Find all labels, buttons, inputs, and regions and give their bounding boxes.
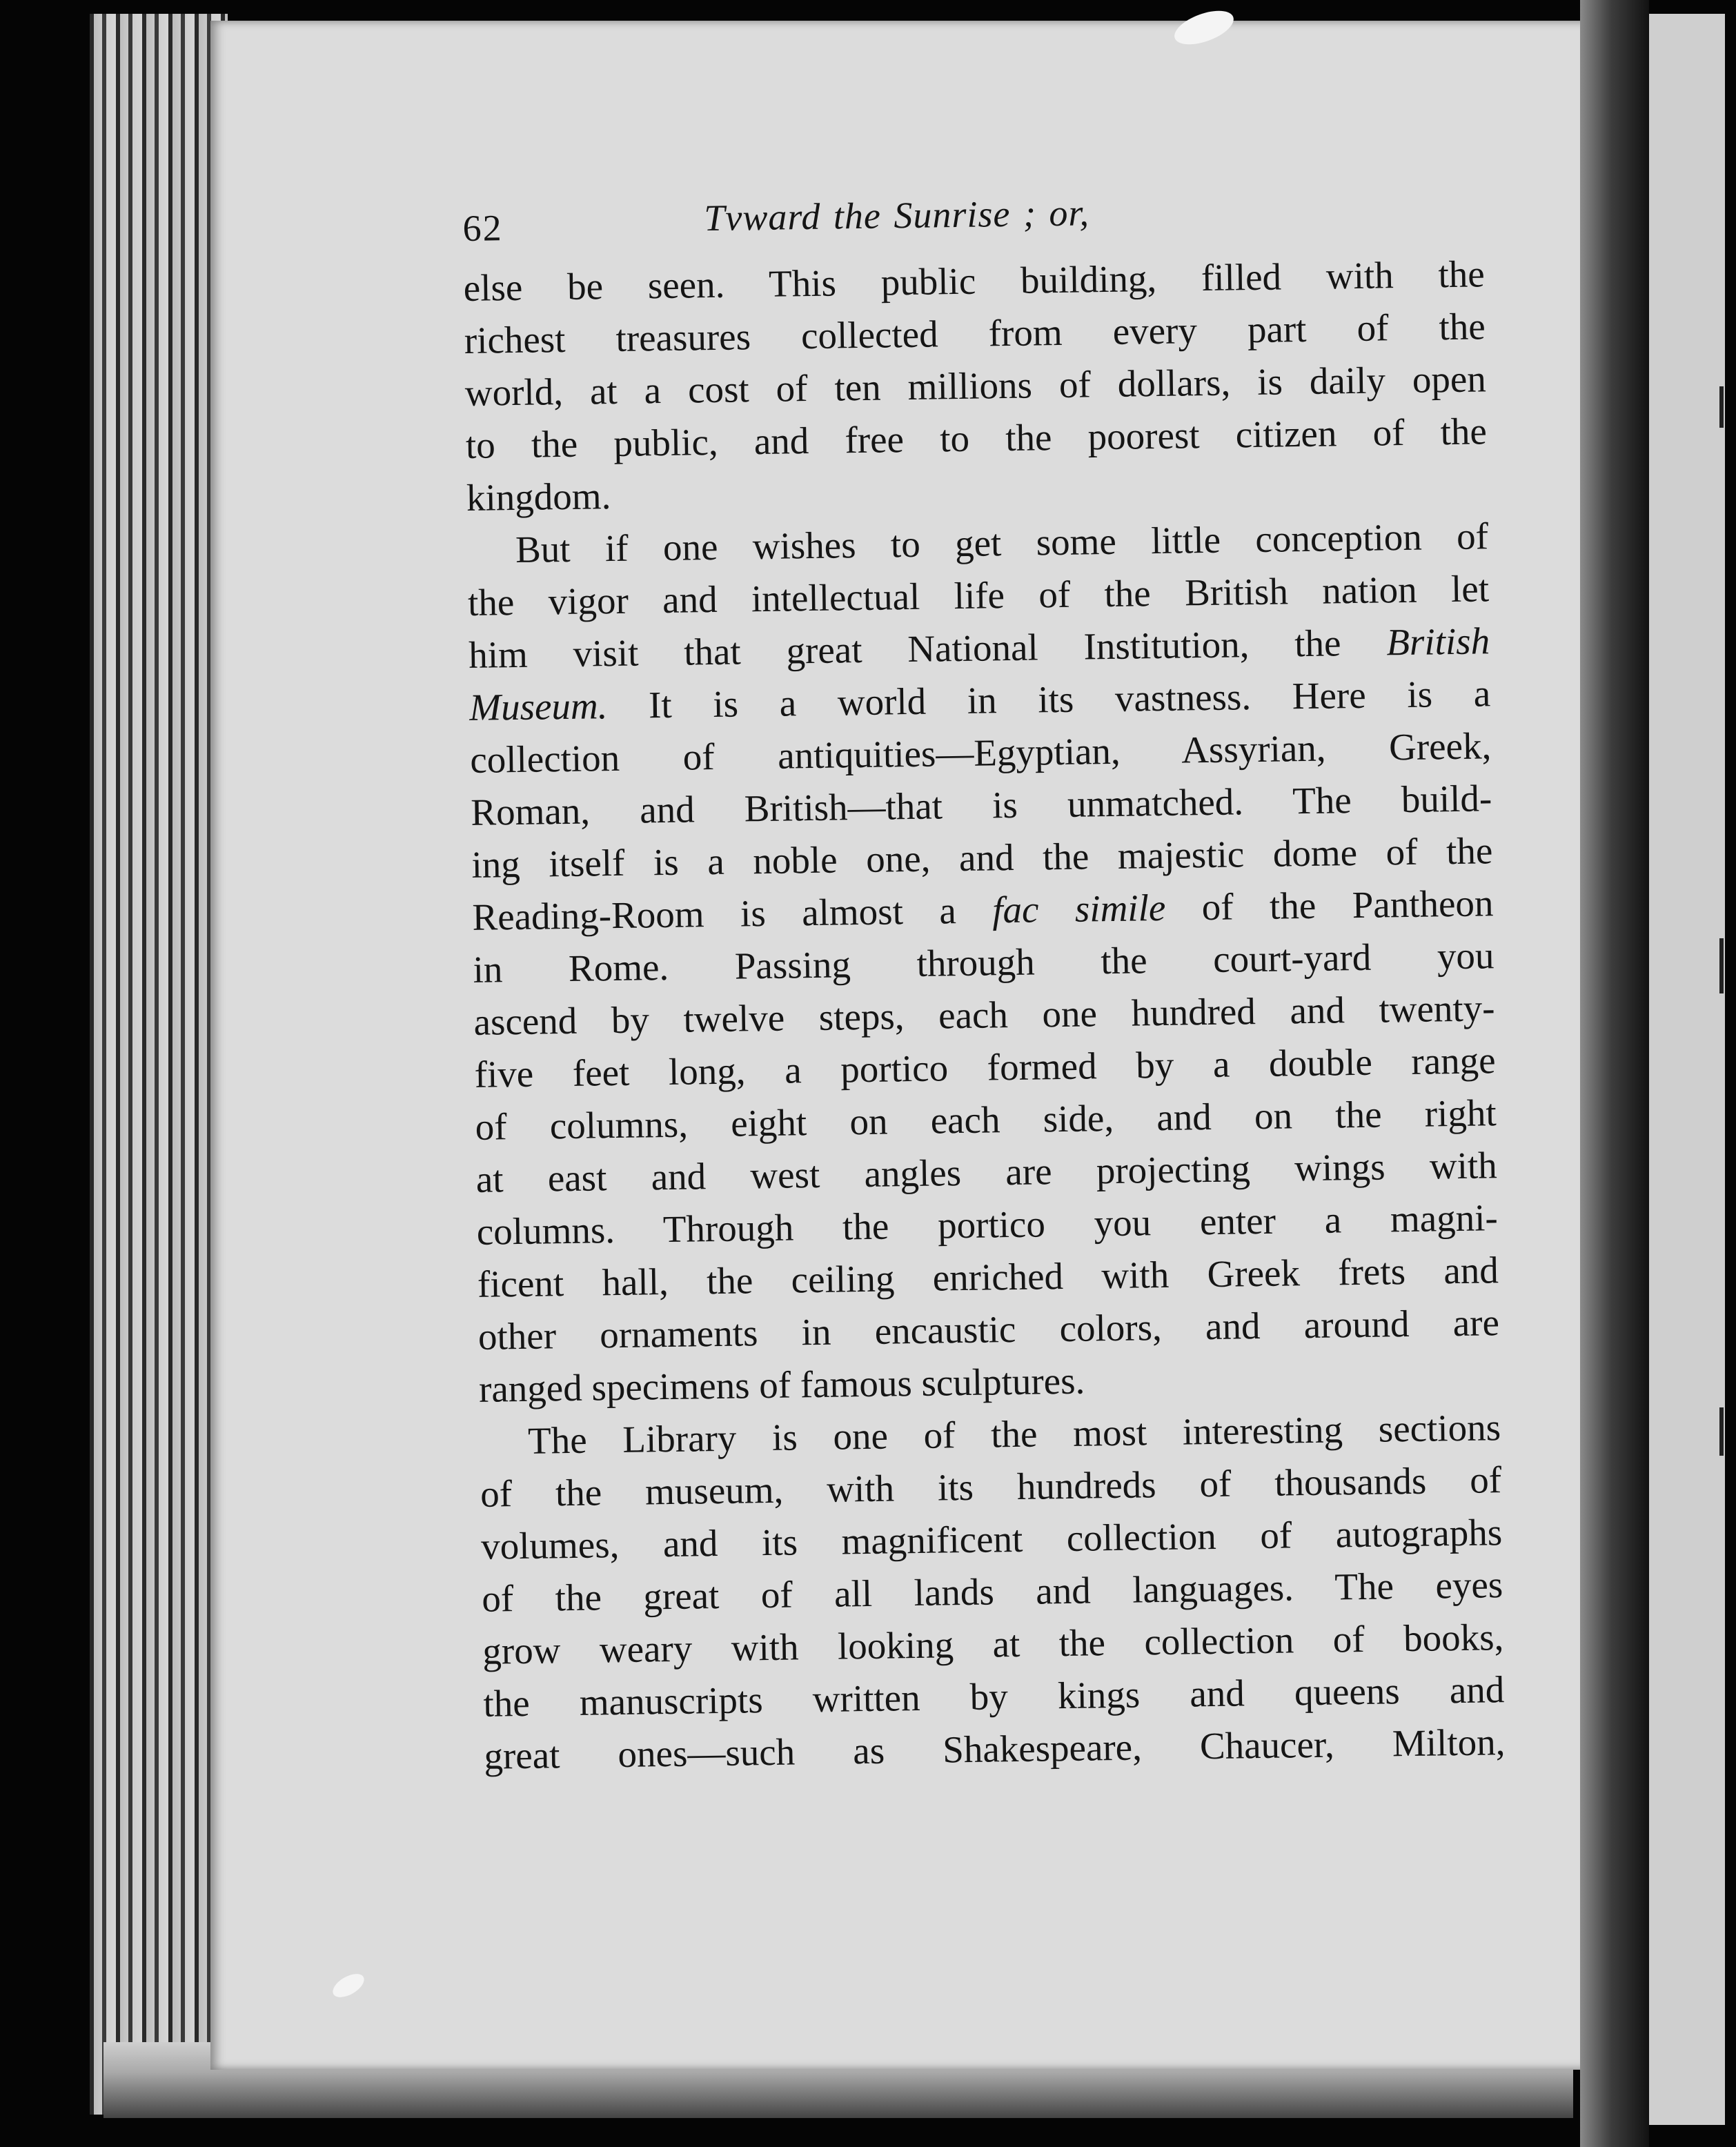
text-line: richest treasures collected from every part of the bbox=[464, 305, 1486, 362]
gutter-shadow bbox=[1580, 0, 1649, 2147]
running-head-title: Tvward the Sunrise ; or, bbox=[703, 192, 1090, 239]
body-text bbox=[463, 248, 1533, 1783]
text-line: ranged specimens of famous sculptures. bbox=[478, 1359, 1085, 1410]
text-line: else be seen. This public building, filled with the bbox=[463, 253, 1486, 309]
facing-page-edge bbox=[1649, 14, 1725, 2125]
facing-page-mark bbox=[1719, 386, 1724, 428]
facing-page-mark bbox=[1719, 1407, 1724, 1456]
text-line: in Rome. Passing through the court-yard you bbox=[473, 934, 1495, 991]
text-line: world, at a cost of ten millions of dollars, is daily open bbox=[464, 357, 1487, 414]
text-line: Roman, and British—that is unmatched. The build- bbox=[470, 777, 1492, 833]
text-run: him visit that great National Institution, the bbox=[468, 621, 1387, 676]
page-number: 62 bbox=[462, 207, 503, 249]
text-line: of columns, eight on each side, and on the right bbox=[475, 1091, 1497, 1148]
text-run: Reading-Room is almost a bbox=[472, 889, 993, 938]
paragraph bbox=[467, 510, 1528, 1416]
text-line: at east and west angles are projecting wings with bbox=[475, 1144, 1498, 1200]
paragraph bbox=[463, 248, 1515, 524]
text-block bbox=[462, 186, 1533, 1783]
italic-run: British bbox=[1385, 620, 1490, 664]
text-line: of the museum, with its hundreds of thousands of bbox=[480, 1458, 1502, 1515]
text-line: kingdom. bbox=[466, 475, 611, 519]
text-run: It is a world in its vastness. Here is a bbox=[606, 672, 1491, 727]
italic-run: fac simile bbox=[992, 886, 1166, 931]
text-line: collection of antiquities—Egyptian, Assyrian, Greek, bbox=[469, 724, 1492, 781]
text-line: the manuscripts written by kings and queens and bbox=[483, 1668, 1505, 1725]
text-line: But if one wishes to get some little conception of bbox=[515, 515, 1489, 571]
text-line: The Library is one of the most interesting sections bbox=[527, 1406, 1501, 1462]
text-run: of the Pantheon bbox=[1165, 882, 1494, 929]
text-line: ing itself is a noble one, and the majestic dome of the bbox=[471, 829, 1493, 886]
text-line: grow weary with looking at the collection of books, bbox=[482, 1616, 1504, 1672]
text-line: ficent hall, the ceiling enriched with Greek frets and bbox=[477, 1249, 1499, 1305]
text-line: great ones—such as Shakespeare, Chaucer, Milton, bbox=[484, 1721, 1506, 1777]
paragraph bbox=[480, 1401, 1533, 1783]
facing-page-mark bbox=[1719, 938, 1724, 993]
text-line: five feet long, a portico formed by a double range bbox=[474, 1039, 1496, 1096]
text-line: volumes, and its magnificent collection of autographs bbox=[480, 1511, 1503, 1567]
text-line: of the great of all lands and languages. The eyes bbox=[481, 1563, 1503, 1620]
text-line: other ornaments in encaustic colors, and around are bbox=[477, 1301, 1500, 1358]
text-line: the vigor and intellectual life of the British nation let bbox=[467, 567, 1490, 624]
page-edges bbox=[90, 14, 228, 2115]
text-line: columns. Through the portico you enter a magni- bbox=[476, 1196, 1499, 1253]
italic-run: Museum. bbox=[468, 684, 608, 729]
text-line: ascend by twelve steps, each one hundred and twenty- bbox=[473, 987, 1495, 1043]
text-line: to the public, and free to the poorest citizen of the bbox=[465, 410, 1488, 466]
